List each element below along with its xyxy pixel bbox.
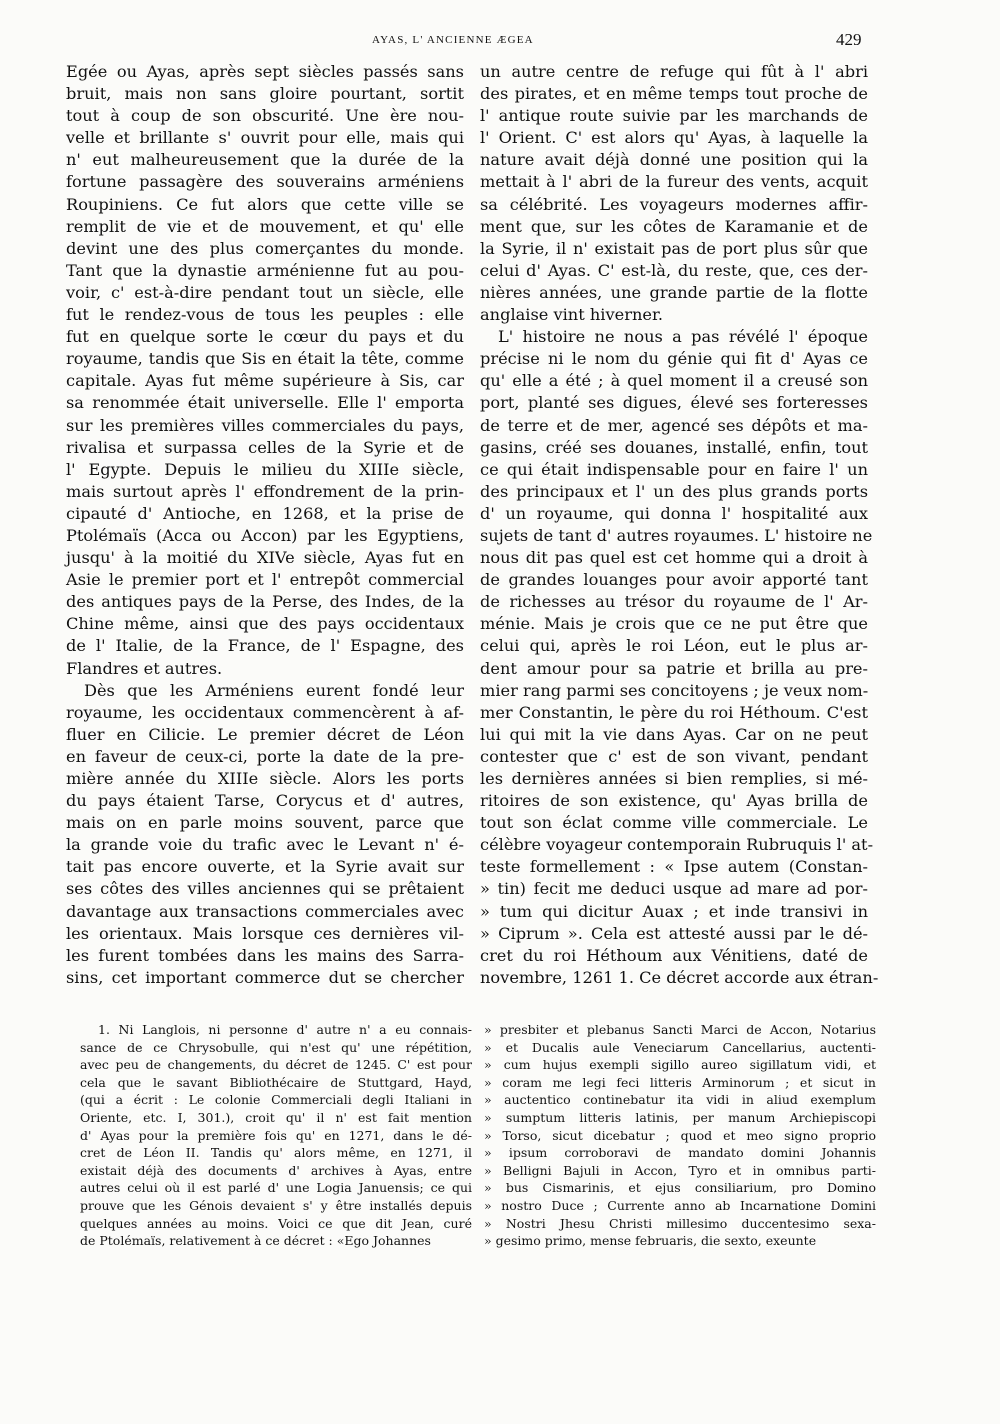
text-line: velle et brillante s' ouvrit pour elle, mais qui [66, 128, 464, 148]
text-line: mière année du XIIIe siècle. Alors les ports [66, 769, 464, 788]
text-line: des pirates, et en même temps tout proche de [480, 84, 868, 104]
text-line: Asie le premier port et l' entrepôt commercial [66, 570, 464, 590]
text-line: sance de ce Chrysobulle, qui n'est qu' une répétition, [80, 1039, 472, 1055]
text-line: » coram me legi feci litteris Arminorum ; et sicut in [484, 1074, 876, 1090]
text-line: » cum hujus exempli sigillo aureo sigillatum vidi, et [484, 1057, 876, 1073]
text-line: avec peu de changements, du décret de 1245. C' est pour [80, 1057, 472, 1073]
text-line: ses côtes des villes anciennes qui se prêtaient [66, 879, 464, 899]
footnote-right-column [484, 1021, 876, 1250]
text-line: sins, cet important commerce dut se chercher [66, 967, 464, 987]
text-line: lui qui mit la vie dans Ayas. Car on ne peut [480, 724, 868, 744]
text-line: fortune passagère des souverains arméniens [66, 172, 464, 192]
text-line: » Belligni Bajuli in Accon, Tyro et in omnibus parti- [484, 1162, 876, 1178]
text-line: n' eut malheureusement que la durée de la [66, 150, 464, 170]
text-line: mais on en parle moins souvent, parce que [66, 813, 464, 833]
text-line: Dès que les Arméniens eurent fondé leur [84, 680, 464, 700]
text-line: teste formellement : « Ipse autem (Constan- [480, 857, 868, 877]
text-line: les furent tombées dans les mains des Sarra- [66, 945, 464, 965]
text-line: ritoires de son existence, qu' Ayas brilla de [480, 791, 868, 811]
text-line: » auctentico continebatur ita vidi in aliud exemplum [484, 1092, 876, 1108]
text-line: Chine même, ainsi que des pays occidentaux [66, 614, 464, 634]
text-line: mettait à l' abri de la fureur des vents, acquit [480, 172, 868, 192]
text-line: tout son éclat comme ville commerciale. Le [480, 813, 868, 833]
text-line: un autre centre de refuge qui fût à l' abri [480, 62, 868, 81]
text-line: autres celui où il est parlé d' une Logia Januensis; ce qui [80, 1180, 472, 1196]
text-line: du pays étaient Tarse, Corycus et d' autres, [66, 791, 464, 811]
text-line: Tant que la dynastie arménienne fut au pou- [66, 260, 464, 280]
text-line: tait pas encore ouverte, et la Syrie avait sur [66, 857, 464, 877]
text-line: mais surtout après l' effondrement de la prin- [66, 481, 464, 501]
text-line: célèbre voyageur contemporain Rubruquis l' at- [480, 835, 874, 855]
text-line: jusqu' à la moitié du XIVe siècle, Ayas fut en [66, 548, 464, 568]
text-line: Oriente, etc. I, 301.), croit qu' il n' est fait mention [80, 1109, 472, 1125]
text-line: de Ptolémaïs, relativement à ce décret : «Ego Johannes [80, 1233, 431, 1249]
text-line: » presbiter et plebanus Sancti Marci de Accon, Notarius [484, 1022, 876, 1037]
text-line: » nostro Duce ; Currente anno ab Incarnatione Domini [484, 1197, 876, 1213]
text-line: la Syrie, il n' existait pas de port plus sûr que [480, 238, 868, 258]
text-line: nature avait déjà donné une position qui la [480, 150, 868, 170]
text-line: contester que c' est de son vivant, pendant [480, 746, 868, 766]
text-line: » et Ducalis aule Veneciarum Cancellarius, auctenti- [484, 1039, 876, 1055]
text-line: Flandres et autres. [66, 658, 223, 678]
text-line: bruit, mais non sans gloire pourtant, sortit [66, 84, 464, 104]
text-line: en faveur de ceux-ci, porte la date de la pre- [66, 746, 464, 766]
text-line: ménie. Mais je crois que ce ne put être que [480, 614, 868, 634]
text-line: sa célébrité. Les voyageurs modernes affir- [480, 194, 868, 214]
text-line: L' histoire ne nous a pas révélé l' époque [498, 327, 868, 347]
text-line: nous dit pas quel est cet homme qui a droit à [480, 548, 868, 568]
text-line: la grande voie du trafic avec le Levant n' é- [66, 835, 464, 855]
text-line: » bus Cismarinis, et ejus consiliarium, pro Domino [484, 1180, 876, 1196]
text-line: l' Orient. C' est alors qu' Ayas, à laquelle la [480, 128, 868, 148]
text-line: gasins, créé ses douanes, installé, enfin, tout [480, 437, 868, 457]
text-line: rivalisa et surpassa celles de la Syrie et de [66, 437, 464, 457]
text-line: Roupiniens. Ce fut alors que cette ville se [66, 194, 464, 214]
text-line: » ipsum corroboravi de mandato domini Johannis [484, 1145, 876, 1161]
text-line: novembre, 1261 1. Ce décret accorde aux étran- [480, 967, 879, 987]
running-title: AYAS, L' ANCIENNE ÆGEA [372, 34, 534, 46]
text-line: les dernières années si bien remplies, si mé- [480, 769, 868, 788]
text-line: anglaise vint hiverner. [480, 305, 664, 325]
text-line: quelques années au moins. Voici ce que dit Jean, curé [80, 1215, 472, 1231]
text-line: devint une des plus comerçantes du monde. [66, 238, 464, 258]
text-line: davantage aux transactions commerciales avec [66, 901, 464, 921]
text-line: capitale. Ayas fut même supérieure à Sis, car [66, 371, 464, 391]
text-line: » tum qui dicitur Auax ; et inde transivi in [480, 901, 868, 921]
text-line: » sumptum litteris latinis, per manum Archiepiscopi [484, 1109, 876, 1125]
text-line: de grandes louanges pour avoir apporté tant [480, 570, 868, 590]
text-line: celui qui, après le roi Léon, eut le plus ar- [480, 636, 868, 656]
text-line: Ptolémaïs (Acca ou Accon) par les Egyptiens, [66, 525, 464, 545]
text-line: fut le rendez-vous de tous les peuples : elle [66, 305, 464, 325]
text-line: sujets de tant d' autres royaumes. L' histoire ne [480, 525, 873, 545]
footnote-left-column [80, 1021, 472, 1250]
text-line: des principaux et l' un des plus grands ports [480, 481, 868, 501]
text-line: tout à coup de son obscurité. Une ère nou- [66, 106, 464, 126]
text-line: de terre et de mer, agencé ses dépôts et ma- [480, 415, 868, 435]
text-line: prouve que les Génois devaient s' y être installés depuis [80, 1197, 472, 1213]
text-line: » Nostri Jhesu Christi millesimo duccentesimo sexa- [484, 1215, 876, 1231]
text-line: royaume, tandis que Sis en était la tête, comme [66, 349, 464, 369]
text-line: ce qui était indispensable pour en faire l' un [480, 459, 868, 479]
text-line: celui d' Ayas. C' est-là, du reste, que, ces der- [480, 260, 868, 280]
text-line: Egée ou Ayas, après sept siècles passés sans [66, 62, 464, 81]
text-line: remplit de vie et de mouvement, et qu' elle [66, 216, 464, 236]
text-line: de richesses au trésor du royaume de l' Ar- [480, 592, 868, 612]
text-line: royaume, les occidentaux commencèrent à af- [66, 702, 464, 722]
text-line: ment que, sur les côtes de Karamanie et de [480, 216, 868, 236]
text-line: fluer en Cilicie. Le premier décret de Léon [66, 724, 464, 744]
right-text-column [480, 61, 879, 989]
text-line: d' Ayas pour la première fois qu' en 1271, dans le dé- [80, 1127, 472, 1143]
text-line: mer Constantin, le père du roi Héthoum. C'est [480, 702, 868, 722]
text-line: fut en quelque sorte le cœur du pays et du [66, 327, 464, 347]
text-line: les orientaux. Mais lorsque ces dernières vil- [66, 923, 464, 943]
text-line: nières années, une grande partie de la flotte [480, 282, 868, 302]
text-line: de l' Italie, de la France, de l' Espagne, des [66, 636, 464, 656]
text-line: port, planté ses digues, élevé ses forteresses [480, 393, 868, 413]
text-line: sur les premières villes commerciales du pays, [66, 415, 464, 435]
text-line: 1. Ni Langlois, ni personne d' autre n' a eu connais- [98, 1022, 472, 1037]
text-line: » Ciprum ». Cela est attesté aussi par le dé- [480, 923, 868, 943]
text-line: existait déjà des documents d' archives à Ayas, entre [80, 1162, 472, 1178]
text-line: qu' elle a été ; à quel moment il a creusé son [480, 371, 868, 391]
text-line: mier rang parmi ses concitoyens ; je veux nom- [480, 680, 869, 700]
page-header [0, 30, 1000, 54]
text-line: précise ni le nom du génie qui fit d' Ayas ce [480, 349, 868, 369]
text-line: » gesimo primo, mense februaris, die sexto, exeunte [484, 1233, 817, 1249]
text-line: cipauté d' Antioche, en 1268, et la prise de [66, 503, 464, 523]
text-line: l' antique route suivie par les marchands de [480, 106, 868, 126]
text-line: sa renommée était universelle. Elle l' emporta [66, 393, 464, 413]
text-line: d' un royaume, qui donna l' hospitalité aux [480, 503, 868, 523]
text-line: cret du roi Héthoum aux Vénitiens, daté de [480, 945, 868, 965]
text-line: » Torso, sicut dicebatur ; quod et meo signo proprio [484, 1127, 876, 1143]
text-line: cela que le savant Bibliothécaire de Stuttgard, Hayd, [80, 1074, 472, 1090]
text-line: dent amour pour sa patrie et brilla au pre- [480, 658, 868, 678]
text-line: (qui a écrit : Le colonie Commerciali degli Italiani in [80, 1092, 472, 1108]
text-line: des antiques pays de la Perse, des Indes, de la [66, 592, 464, 612]
text-line: cret de Léon II. Tandis qu' alors même, en 1271, il [80, 1145, 472, 1161]
left-text-column [66, 61, 464, 989]
text-line: voir, c' est-à-dire pendant tout un siècle, elle [66, 282, 464, 302]
page-number: 429 [836, 30, 862, 49]
text-line: » tin) fecit me deduci usque ad mare ad por- [480, 879, 868, 899]
text-line: l' Egypte. Depuis le milieu du XIIIe siècle, [66, 459, 464, 479]
